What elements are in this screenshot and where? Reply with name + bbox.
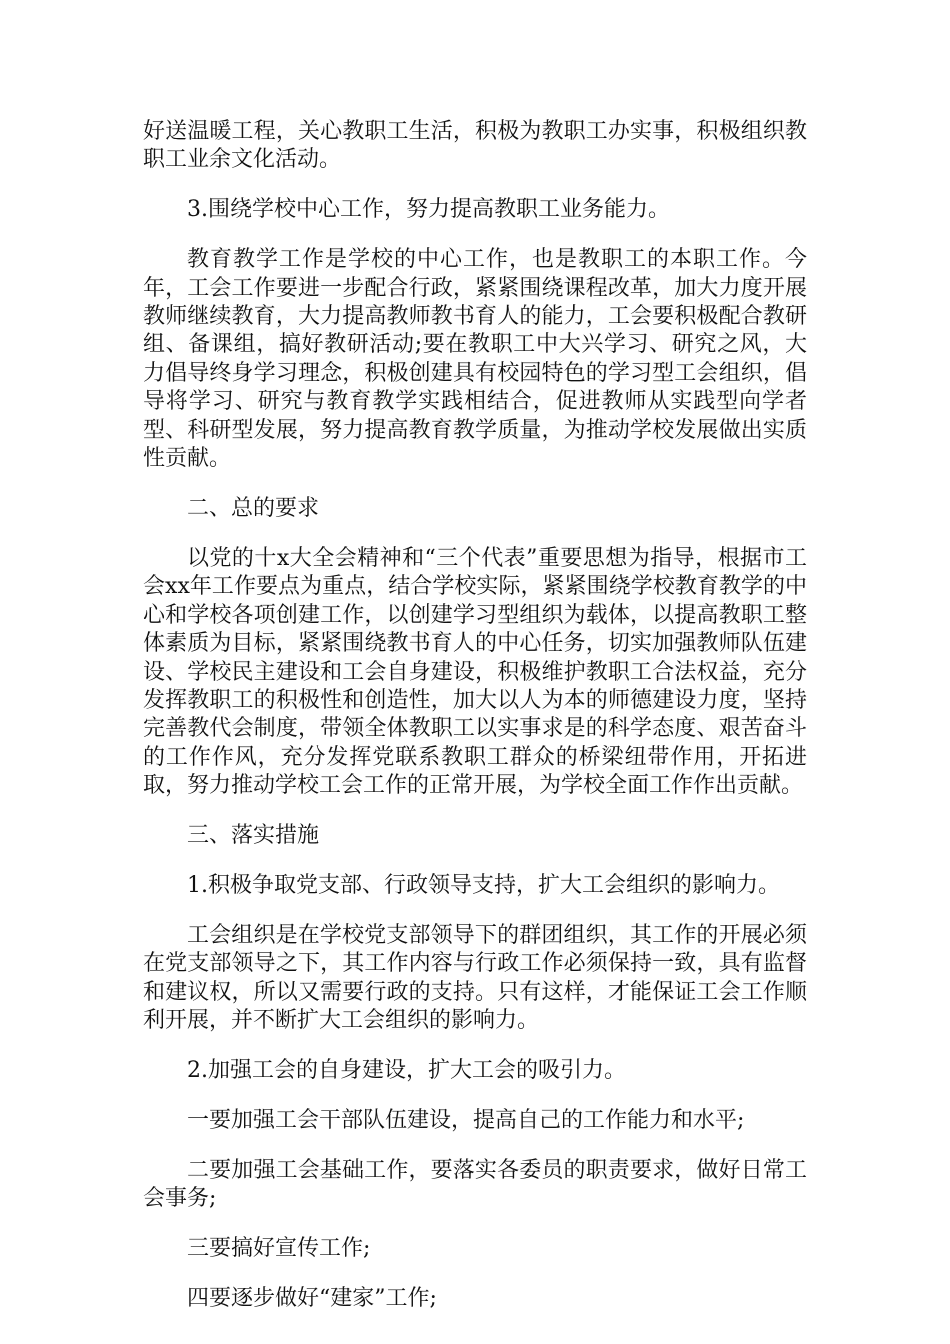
document-body [143,118,807,1335]
subheading-2: 2.加强工会的自身建设，扩大工会的吸引力。 [187,1057,626,1083]
section-heading-3: 三、落实措施 [187,823,320,849]
paragraph-continuation: 好送温暖工程，关心教职工生活，积极为教职工办实事，积极组织教职工业余文化活动。 [143,119,807,173]
paragraph-teaching: 教育教学工作是学校的中心工作，也是教职工的本职工作。今年，工会工作要进一步配合行政，紧紧围绕课程改革，加大力度开展教师继续教育，大力提高教师教书育人的能力，工会要积极配合教研组、备课组，搞好教研活动;要在教职工中大兴学习、研究之风，大力倡导终身学习理念，积极创建具有校园特色的学习型工会组织，倡导将学习、研究与教育教学实践相结合，促进教师从实践型向学者型、科研型发展，努力提高教育教学质量，为推动学校发展做出实质性贡献。 [143,247,807,472]
list-item-1: 一要加强工会干部队伍建设，提高自己的工作能力和水平; [187,1107,745,1133]
list-item-4: 四要逐步做好“建家”工作; [187,1286,437,1311]
list-item-2: 二要加强工会基础工作，要落实各委员的职责要求，做好日常工会事务; [143,1157,807,1212]
subheading-1: 1.积极争取党支部、行政领导支持，扩大工会组织的影响力。 [187,872,780,898]
subheading-3: 3.围绕学校中心工作，努力提高教职工业务能力。 [187,197,670,223]
section-heading-2: 二、总的要求 [187,495,320,521]
paragraph-union-org: 工会组织是在学校党支部领导下的群团组织，其工作的开展必须在党支部领导之下，其工作内容与行政工作必须保持一致，具有监督和建议权，所以又需要行政的支持。只有这样，才能保证工会工作顺利开展，并不断扩大工会组织的影响力。 [143,922,807,1034]
list-item-3: 三要搞好宣传工作; [187,1236,371,1262]
paragraph-requirements: 以党的十x大全会精神和“三个代表”重要思想为指导，根据市工会xx年工作要点为重点，结合学校实际，紧紧围绕学校教育教学的中心和学校各项创建工作，以创建学习型组织为载体，以提高教职工整体素质为目标，紧紧围绕教书育人的中心任务，切实加强教师队伍建设、学校民主建设和工会自身建设，积极维护教职工合法权益，充分发挥教职工的积极性和创造性，加大以人为本的师德建设力度，坚持完善教代会制度，带领全体教职工以实事求是的科学态度、艰苦奋斗的工作作风，充分发挥党联系教职工群众的桥梁纽带作用，开拓进取，努力推动学校工会工作的正常开展，为学校全面工作作出贡献。 [143,545,807,799]
